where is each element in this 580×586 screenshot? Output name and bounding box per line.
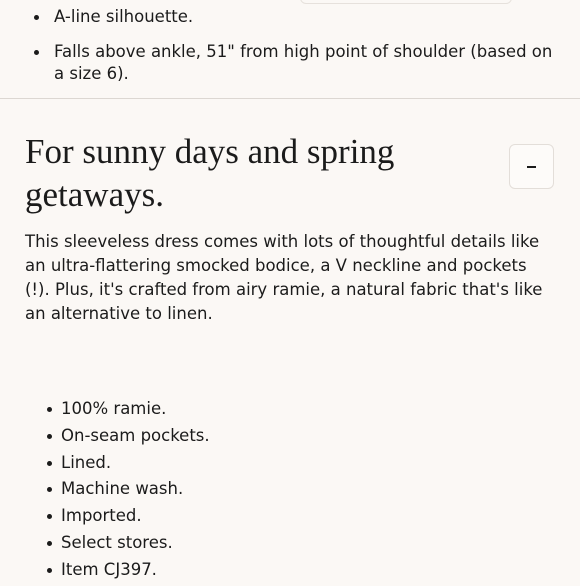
list-item — [61, 559, 541, 581]
list-item — [61, 425, 541, 447]
list-item-text: 100% ramie. — [61, 399, 167, 418]
bullet-dot-icon — [47, 434, 52, 439]
list-item — [25, 41, 554, 85]
list-item-text: Falls above ankle, 51" from high point of shoulder (based on a size 6). — [54, 42, 553, 83]
bullet-dot-icon — [47, 407, 52, 412]
previous-section-button[interactable] — [300, 0, 512, 4]
list-item-text: On-seam pockets. — [61, 425, 210, 445]
list-item — [61, 478, 541, 500]
bullet-dot-icon — [47, 541, 52, 546]
list-item-text: Item CJ397. — [61, 559, 157, 579]
bullet-dot-icon — [47, 514, 52, 519]
list-item-text: Machine wash. — [61, 479, 184, 499]
list-item-text: Imported. — [61, 506, 142, 526]
bullet-dot-icon — [34, 50, 39, 55]
minus-icon — [527, 166, 536, 168]
bullet-dot-icon — [47, 461, 52, 466]
list-item — [61, 398, 541, 420]
collapse-button[interactable] — [509, 144, 554, 189]
list-item — [54, 6, 554, 28]
bullet-dot-icon — [47, 487, 52, 492]
list-item — [61, 452, 541, 474]
previous-section — [0, 0, 580, 98]
details-list — [61, 398, 541, 586]
previous-bullet-list — [54, 6, 554, 98]
list-item — [61, 505, 541, 527]
list-item-text: A-line silhouette. — [54, 7, 194, 26]
list-item — [61, 532, 541, 554]
bullet-dot-icon — [47, 568, 52, 573]
section-divider — [0, 98, 580, 99]
bullet-dot-icon — [34, 15, 39, 20]
section-description: This sleeveless dress comes with lots of thoughtful details like an ultra-flattering smocked bodice, a V neckline and pockets (!). Plus, it's crafted from airy ramie, a natural fabric that's like an alternative to linen. — [25, 232, 543, 323]
section-heading: For sunny days and spring getaways. — [25, 132, 395, 214]
list-item-text: Lined. — [61, 452, 112, 472]
list-item-text: Select stores. — [61, 532, 173, 552]
